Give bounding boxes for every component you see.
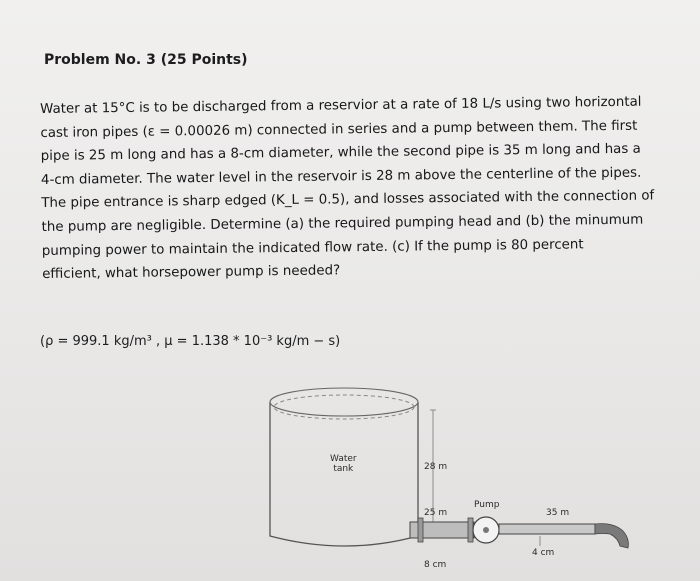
- pipe-2: [499, 524, 595, 546]
- pipe2-length-label: 35 m: [546, 508, 570, 518]
- pipe-1: [410, 518, 474, 542]
- problem-title: Problem No. 3 (25 Points): [44, 52, 248, 68]
- problem-line: cast iron pipes (ε = 0.00026 m) connected in series and a pump between them. The first: [40, 118, 638, 141]
- fluid-properties: (ρ = 999.1 kg/m³ , μ = 1.138 * 10⁻³ kg/m − s): [40, 334, 341, 349]
- pipe2-diameter-label: 4 cm: [532, 548, 555, 558]
- problem-line: the pump are negligible. Determine (a) the required pumping head and (b) the minumum: [41, 212, 644, 235]
- height-label: 28 m: [424, 462, 448, 472]
- problem-line: pumping power to maintain the indicated flow rate. (c) If the pump is 80 percent: [41, 236, 584, 259]
- problem-line: Water at 15°C is to be discharged from a reservior at a rate of 18 L/s using two horizontal: [40, 94, 642, 117]
- problem-line: efficient, what horsepower pump is needed?: [42, 263, 341, 283]
- pump: [473, 517, 499, 543]
- pipe1-length-label: 25 m: [424, 508, 448, 518]
- problem-line: The pipe entrance is sharp edged (K_L = 0.5), and losses associated with the connection of: [41, 188, 655, 212]
- problem-line: 4-cm diameter. The water level in the reservoir is 28 m above the centerline of the pipes.: [40, 165, 642, 188]
- problem-line: pipe is 25 m long and has a 8-cm diameter, while the second pipe is 35 m long and has a: [40, 141, 641, 165]
- water-jet: [595, 524, 628, 548]
- pipe1-diameter-label: 8 cm: [424, 560, 447, 570]
- pump-label: Pump: [474, 500, 500, 510]
- tank-label: Water tank: [330, 454, 357, 474]
